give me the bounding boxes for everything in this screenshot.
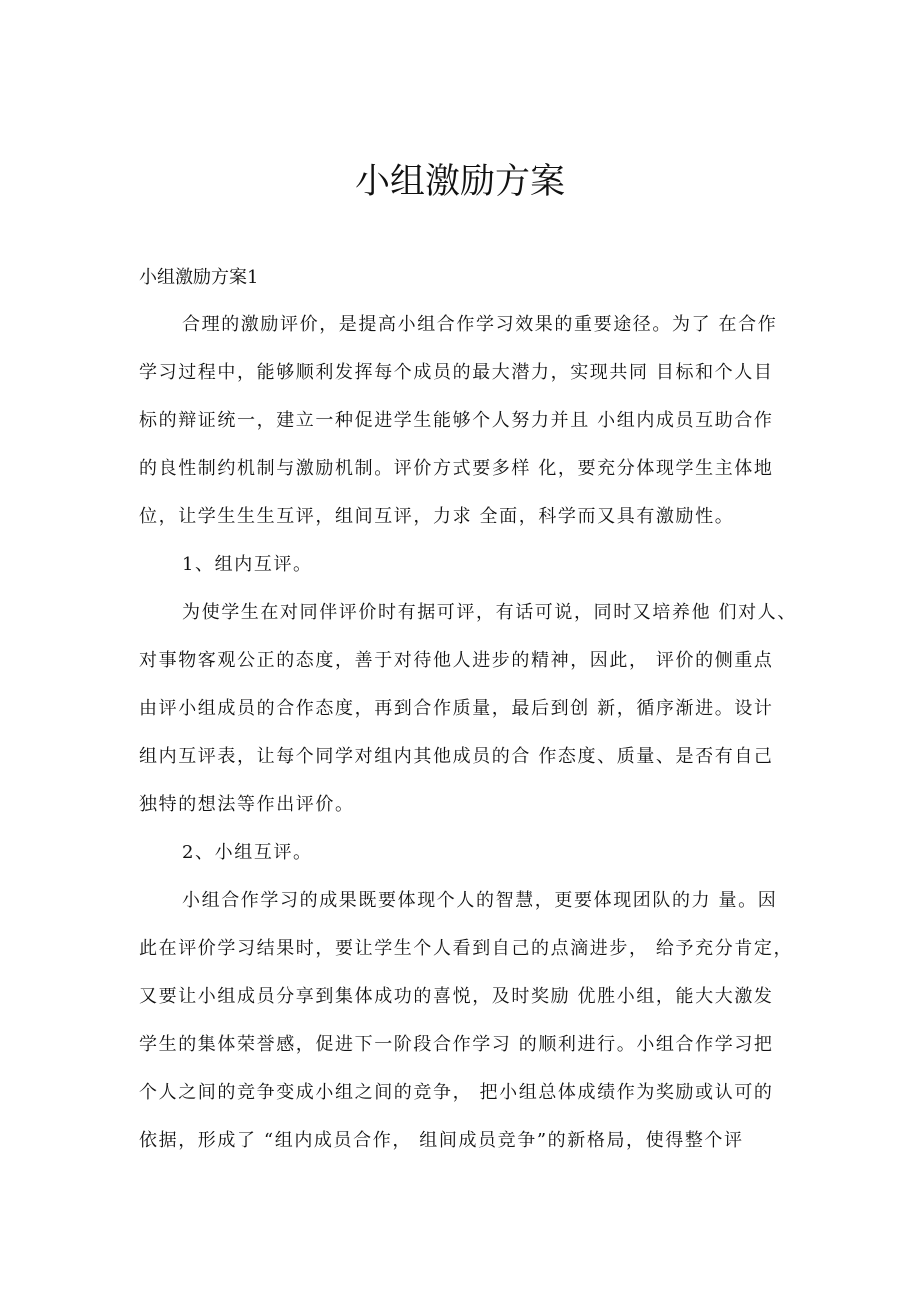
paragraph-line: 位，让学生生生互评，组间互评，力求 全面，科学而又具有激励性。 — [139, 506, 735, 527]
paragraph-line: 独特的想法等作出评价。 — [139, 794, 355, 815]
document-title: 小组激励方案 — [354, 162, 565, 202]
subheading-line: 2、小组互评。 — [182, 842, 313, 863]
paragraph-line: 对事物客观公正的态度，善于对待他人进步的精神，因此， 评价的侧重点 — [139, 650, 774, 671]
paragraph-line: 个人之间的竞争变成小组之间的竞争， 把小组总体成绩作为奖励或认可的 — [139, 1082, 774, 1103]
paragraph-line: 由评小组成员的合作态度，再到合作质量，最后到创 新，循序渐进。设计 — [139, 698, 774, 719]
section-heading: 小组激励方案1 — [139, 267, 259, 288]
paragraph-line: 此在评价学习结果时，要让学生个人看到自己的点滴进步， 给予充分肯定， — [139, 938, 794, 959]
paragraph-line: 组内互评表，让每个同学对组内其他成员的合 作态度、质量、是否有自己 — [139, 746, 774, 767]
paragraph-line: 学习过程中，能够顺利发挥每个成员的最大潜力，实现共同 目标和个人目 — [139, 362, 774, 383]
paragraph-line: 又要让小组成员分享到集体成功的喜悦，及时奖励 优胜小组，能大大激发 — [139, 986, 774, 1007]
paragraph-line: 学生的集体荣誉感，促进下一阶段合作学习 的顺利进行。小组合作学习把 — [139, 1034, 774, 1055]
subheading-line: 1、组内互评。 — [182, 554, 313, 575]
paragraph-line: 依据，形成了 “组内成员合作， 组间成员竞争”的新格局，使得整个评 — [139, 1130, 744, 1151]
paragraph-line: 标的辩证统一，建立一种促进学生能够个人努力并且 小组内成员互助合作 — [139, 410, 774, 431]
paragraph-line: 的良性制约机制与激励机制。评价方式要多样 化，要充分体现学生主体地 — [139, 458, 774, 479]
paragraph-line: 合理的激励评价，是提高小组合作学习效果的重要途径。为了 在合作 — [182, 314, 778, 335]
paragraph-line: 小组合作学习的成果既要体现个人的智慧，更要体现团队的力 量。因 — [182, 890, 778, 911]
paragraph-line: 为使学生在对同伴评价时有据可评，有话可说，同时又培养他 们对人、 — [182, 602, 797, 623]
